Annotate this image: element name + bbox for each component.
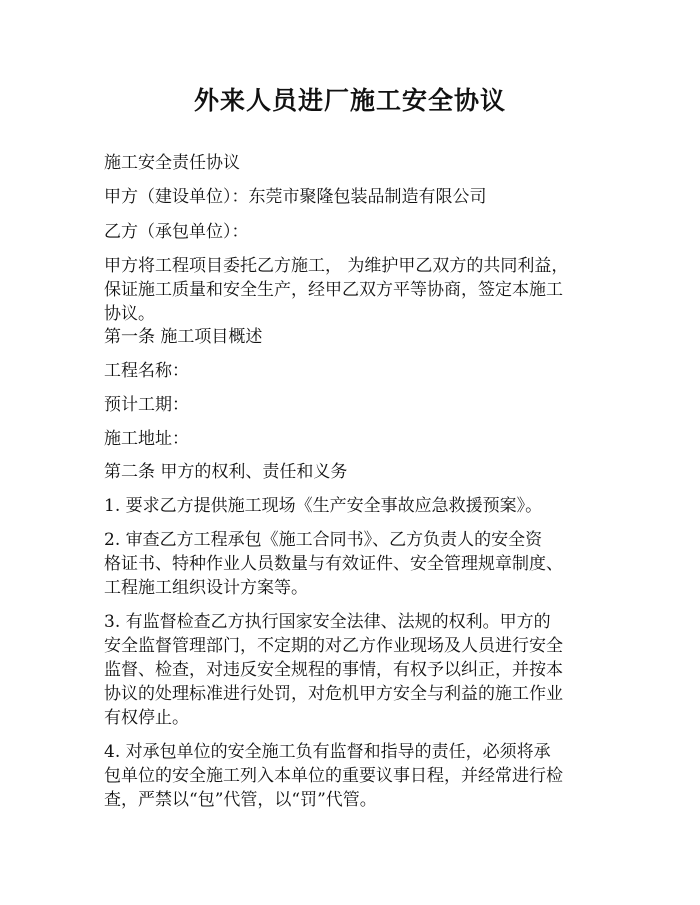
clause-line: 安全监督管理部门，不定期的对乙方作业现场及人员进行安全 (104, 636, 563, 656)
intro-line: 甲方将工程项目委托乙方施工， 为维护甲乙双方的共同利益， (104, 256, 569, 276)
project-site-label: 施工地址： (104, 429, 189, 449)
clause-line: 包单位的安全施工列入本单位的重要议事日程，并经常进行检 (104, 766, 563, 786)
clause-item-3 (104, 610, 614, 730)
clause-item-1: 1. 要求乙方提供施工现场《生产安全事故应急救援预案》。 (104, 496, 543, 516)
clause-line: 工程施工组织设计方案等。 (104, 578, 308, 598)
document-title: 外来人员进厂施工安全协议 (193, 86, 506, 115)
intro-line: 协议。 (104, 304, 155, 324)
agreement-subtitle: 施工安全责任协议 (104, 153, 240, 173)
clause-line: 查，严禁以“包”代管，以“罚”代管。 (104, 790, 377, 810)
clause-item-2 (104, 528, 614, 600)
clause-line: 格证书、特种作业人员数量与有效证件、安全管理规章制度、 (104, 554, 563, 574)
clause-line: 协议的处理标准进行处罚，对危机甲方安全与利益的施工作业 (104, 684, 563, 704)
clause-line: 监督、检查，对违反安全规程的事情，有权予以纠正，并按本 (104, 660, 563, 680)
project-period-label: 预计工期： (104, 395, 189, 415)
article2-heading: 第二条 甲方的权利、责任和义务 (104, 462, 348, 482)
clause-line: 4. 对承包单位的安全施工负有监督和指导的责任，必须将承 (104, 742, 551, 762)
intro-line: 保证施工质量和安全生产，经甲乙双方平等协商，签定本施工 (104, 280, 563, 300)
clause-line: 有权停止。 (104, 708, 189, 728)
clause-line: 3. 有监督检查乙方执行国家安全法律、法规的权利。甲方的 (104, 612, 551, 632)
clause-line: 2. 审查乙方工程承包《施工合同书》、乙方负责人的安全资 (104, 530, 543, 550)
project-name-label: 工程名称： (104, 361, 189, 381)
article1-heading: 第一条 施工项目概述 (104, 327, 263, 347)
intro-paragraph (104, 254, 614, 326)
party-b-line: 乙方（承包单位）： (104, 222, 249, 242)
clause-item-4 (104, 740, 614, 812)
party-a-line: 甲方（建设单位）：东莞市聚隆包装品制造有限公司 (104, 187, 487, 207)
